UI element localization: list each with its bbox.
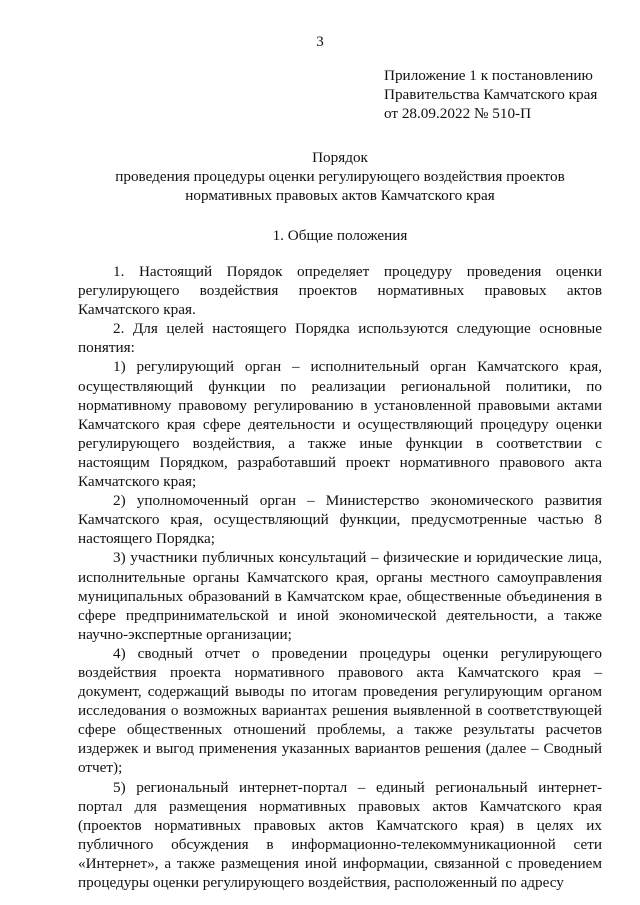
appendix-line: от 28.09.2022 № 510-П	[384, 105, 532, 122]
document-title	[78, 148, 602, 205]
paragraph-definition-1: 1) регулирующий орган – исполнительный орган Камчатского края, осуществляющий функции по реализации региональной политики, по нормативному правовому регулированию в установленной правовыми актами Камчатского края сфере деятельности и осуществляющий процедуру оценки регулирующего воздействия, а также иные функции в соответствии с настоящим Порядком, разработавший проект нормативного правового акта Камчатского края;	[78, 358, 602, 491]
appendix-line: Приложение 1 к постановлению	[384, 67, 593, 84]
title-line: проведения процедуры оценки регулирующего воздействия проектов	[115, 168, 565, 185]
title-line: нормативных правовых актов Камчатского края	[185, 187, 495, 204]
paragraph-definition-5: 5) региональный интернет-портал – единый региональный интернет-портал для размещения нормативных правовых актов Камчатского края (проектов нормативных правовых актов Камчатского края) в целях их публичного обсуждения в информационно-телекоммуникационной сети «Интернет», а также размещения иной информации, связанной с проведением процедуры оценки регулирующего воздействия, расположенный по адресу	[78, 778, 602, 891]
paragraph-clause-1: 1. Настоящий Порядок определяет процедуру проведения оценки регулирующего воздействия проектов нормативных правовых актов Камчатского края.	[78, 263, 602, 319]
paragraph-definition-3: 3) участники публичных консультаций – физические и юридические лица, исполнительные органы Камчатского края, органы местного самоуправления муниципальных образований в Камчатском крае, общественные объединения в сфере предпринимательской и иной экономической деятельности, а также научно-экспертные организации;	[78, 549, 602, 643]
appendix-header	[384, 66, 597, 123]
paragraph-definition-2: 2) уполномоченный орган – Министерство экономического развития Камчатского края, осуществляющий функции, предусмотренные частью 8 настоящего Порядка;	[78, 492, 602, 548]
title-line: Порядок	[312, 149, 368, 166]
paragraph-definition-4: 4) сводный отчет о проведении процедуры оценки регулирующего воздействия проекта нормативного правового акта Камчатского края – документ, содержащий выводы по итогам проведения регулирующим органом исследования о возможных вариантах решения выявленной в соответствующей сфере общественных отношений проблемы, а также результаты расчетов издержек и выгод применения указанных вариантов решения (далее – Сводный отчет);	[78, 644, 602, 777]
body-text	[78, 262, 602, 892]
page-number: 3	[316, 34, 324, 50]
section-heading: 1. Общие положения	[272, 227, 408, 244]
paragraph-clause-2: 2. Для целей настоящего Порядка используются следующие основные понятия:	[78, 320, 602, 357]
appendix-line: Правительства Камчатского края	[384, 86, 598, 103]
